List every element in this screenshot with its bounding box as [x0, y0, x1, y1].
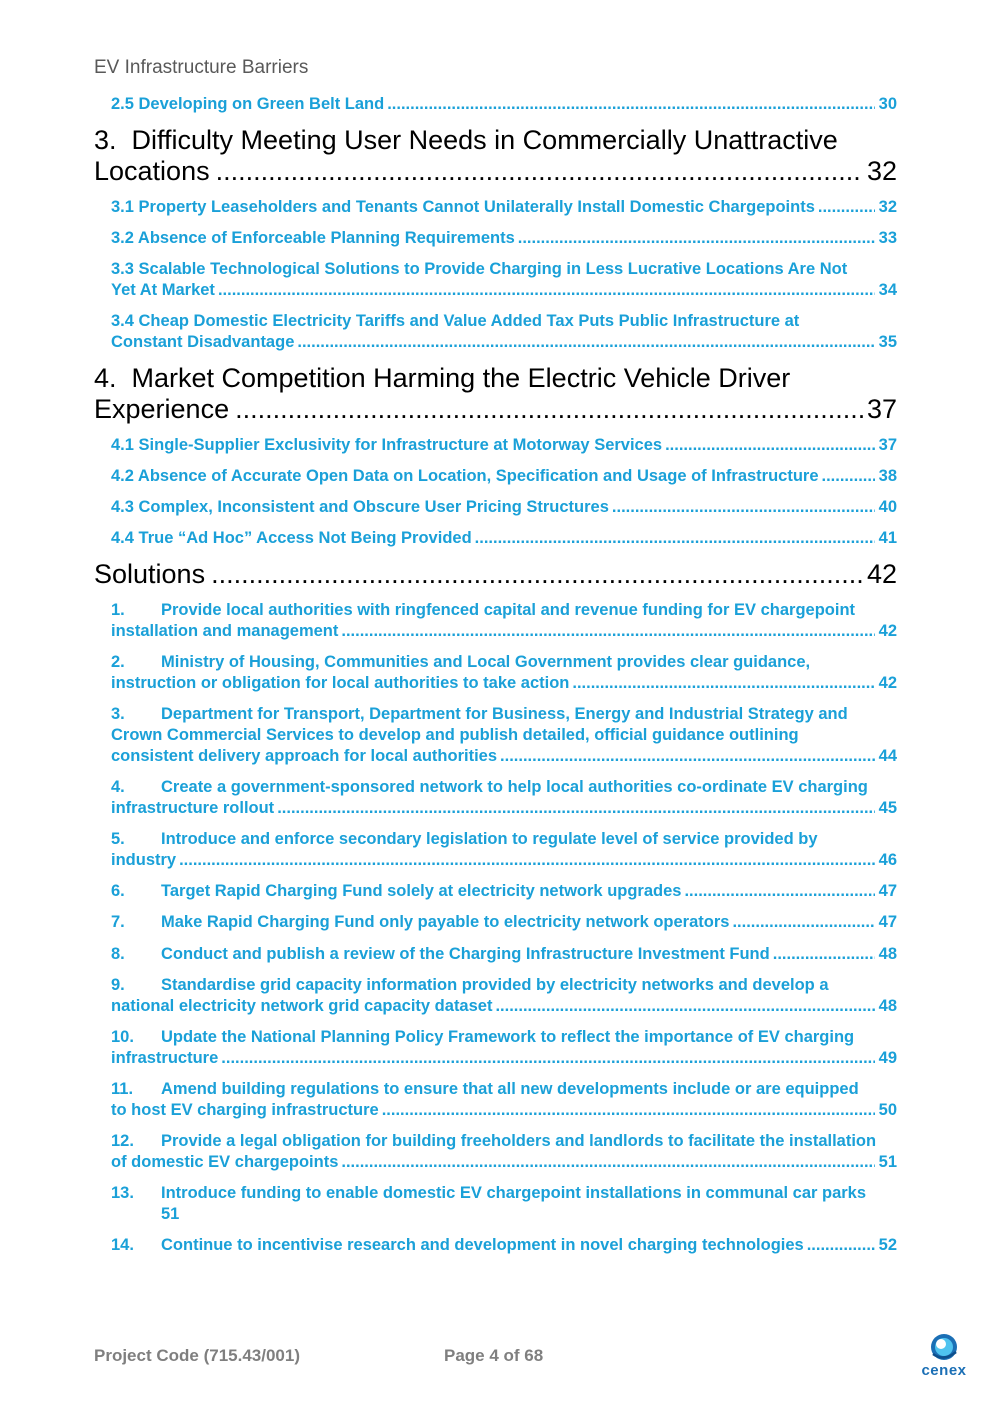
toc-entry-title: 3.1 Property Leaseholders and Tenants Cannot Unilaterally Install Domestic Chargepoints — [111, 198, 815, 216]
toc-entry-title-line1: Standardise grid capacity information provided by electricity networks and develop a — [161, 976, 829, 994]
solution-number: 7. — [111, 913, 125, 931]
leader-dots — [732, 912, 874, 933]
toc-solution-8[interactable] — [111, 944, 897, 965]
solution-number: 13. — [111, 1184, 134, 1202]
toc-page-number: 51 — [161, 1205, 180, 1223]
toc-page-number: 47 — [878, 913, 897, 931]
toc-solution-4[interactable] — [111, 777, 897, 819]
cenex-logo-text: cenex — [921, 1362, 967, 1379]
toc-page-number: 33 — [878, 229, 897, 247]
toc-chapter-title-line2: Experience — [94, 394, 230, 424]
footer-project-code: Project Code (715.43/001) — [94, 1346, 300, 1365]
toc-entry-title: Make Rapid Charging Fund only payable to electricity network operators — [161, 913, 730, 931]
toc-chapter-title-line1: 3. Difficulty Meeting User Needs in Commercially Unattractive — [94, 125, 838, 155]
solution-number: 8. — [111, 945, 125, 963]
toc-page-number: 37 — [866, 394, 897, 424]
toc-entry-title: 4.3 Complex, Inconsistent and Obscure User Pricing Structures — [111, 498, 609, 516]
leader-dots — [235, 394, 863, 425]
toc-entry-title-line2: infrastructure rollout — [111, 799, 275, 817]
toc-entry-title-line1: Provide a legal obligation for building freeholders and landlords to facilitate the installation — [161, 1132, 877, 1150]
leader-dots — [382, 1100, 875, 1121]
toc-entry-title: 2.5 Developing on Green Belt Land — [111, 95, 385, 113]
toc-solution-9[interactable] — [111, 975, 897, 1017]
toc-entry-title-line2: national electricity network grid capacity dataset — [111, 997, 493, 1015]
solution-number: 11. — [111, 1080, 134, 1098]
toc-entry-2-5[interactable] — [111, 94, 897, 115]
toc-entry-3-1[interactable] — [111, 197, 897, 218]
cenex-swirl-icon — [916, 1332, 972, 1364]
footer-page-number: Page 4 of 68 — [444, 1346, 544, 1365]
toc-entry-title: Target Rapid Charging Fund solely at electricity network upgrades — [161, 882, 682, 900]
leader-dots — [221, 1048, 874, 1069]
toc-entry-title-line1: Department for Transport, Department for Business, Energy and Industrial Strategy and — [161, 705, 848, 723]
toc-entry-title-line2: infrastructure — [111, 1049, 219, 1067]
leader-dots — [216, 156, 863, 187]
toc-entry-title: 4.1 Single-Supplier Exclusivity for Infrastructure at Motorway Services — [111, 436, 663, 454]
leader-dots — [773, 944, 875, 965]
toc-solution-3[interactable] — [111, 704, 897, 767]
toc-page-number: 48 — [878, 997, 897, 1015]
leader-dots — [500, 746, 875, 767]
toc-entry-title-line1: Ministry of Housing, Communities and Local Government provides clear guidance, — [161, 653, 811, 671]
toc-entry-3-2[interactable] — [111, 228, 897, 249]
cenex-logo — [916, 1332, 972, 1382]
leader-dots — [572, 673, 874, 694]
toc-entry-title-line1: Provide local authorities with ringfenced capital and revenue funding for EV chargepoint — [161, 601, 856, 619]
toc-page-number: 32 — [866, 156, 897, 186]
toc-page-number: 45 — [878, 799, 897, 817]
solution-number: 10. — [111, 1028, 134, 1046]
toc-entry-title-line1: 3.3 Scalable Technological Solutions to Provide Charging in Less Lucrative Locations Are Not — [111, 260, 848, 278]
leader-dots — [684, 881, 874, 902]
solution-number: 6. — [111, 882, 125, 900]
leader-dots — [665, 435, 875, 456]
toc-entry-title-line1: Update the National Planning Policy Framework to reflect the importance of EV charging — [161, 1028, 855, 1046]
toc-page-number: 51 — [878, 1153, 897, 1171]
solution-number: 14. — [111, 1236, 134, 1254]
toc-solution-1[interactable] — [111, 600, 897, 642]
toc-entry-3-3[interactable] — [111, 259, 897, 301]
solution-number: 1. — [111, 601, 125, 619]
toc-chapter-solutions[interactable] — [94, 559, 897, 590]
toc-entry-title-line3: consistent delivery approach for local authorities — [111, 747, 498, 765]
toc-entry-4-1[interactable] — [111, 435, 897, 456]
leader-dots — [277, 798, 874, 819]
solution-number: 4. — [111, 778, 125, 796]
toc-page-number: 42 — [878, 622, 897, 640]
toc-solution-6[interactable] — [111, 881, 897, 902]
toc-page-number: 46 — [878, 851, 897, 869]
toc-entry-title-line2: of domestic EV chargepoints — [111, 1153, 339, 1171]
toc-entry-title: Continue to incentivise research and development in novel charging technologies — [161, 1236, 804, 1254]
leader-dots — [518, 228, 875, 249]
toc-solution-10[interactable] — [111, 1027, 897, 1069]
toc-entry-title: 4.4 True “Ad Hoc” Access Not Being Provided — [111, 529, 472, 547]
solution-number: 9. — [111, 976, 125, 994]
leader-dots — [818, 197, 875, 218]
toc-chapter-4[interactable] — [94, 363, 897, 425]
toc-page-number: 42 — [878, 674, 897, 692]
toc-entry-title-line1: Introduce funding to enable domestic EV chargepoint installations in communal car parks — [161, 1184, 867, 1202]
toc-page-number: 47 — [878, 882, 897, 900]
toc-entry-4-2[interactable] — [111, 466, 897, 487]
page-header-title: EV Infrastructure Barriers — [94, 57, 309, 78]
toc-page-number: 38 — [878, 467, 897, 485]
leader-dots — [822, 466, 875, 487]
toc-page-number: 37 — [878, 436, 897, 454]
toc-chapter-title: Solutions — [94, 559, 206, 589]
leader-dots — [475, 528, 875, 549]
toc-page-number: 32 — [878, 198, 897, 216]
solution-number: 5. — [111, 830, 125, 848]
toc-entry-4-3[interactable] — [111, 497, 897, 518]
solution-number: 2. — [111, 653, 125, 671]
leader-dots — [297, 332, 874, 353]
toc-page-number: 48 — [878, 945, 897, 963]
toc-solution-13[interactable] — [111, 1183, 897, 1225]
toc-page-number: 34 — [878, 281, 897, 299]
toc-entry-title-line2: industry — [111, 851, 177, 869]
toc-page-number: 41 — [878, 529, 897, 547]
toc-entry-title-line2: Yet At Market — [111, 281, 215, 299]
toc-entry-title-line2: to host EV charging infrastructure — [111, 1101, 379, 1119]
toc-solution-11[interactable] — [111, 1079, 897, 1121]
toc-entry-title-line1: Create a government-sponsored network to help local authorities co-ordinate EV charging — [161, 778, 868, 796]
toc-solution-12[interactable] — [111, 1131, 897, 1173]
toc-entry-title: 4.2 Absence of Accurate Open Data on Location, Specification and Usage of Infrastructure — [111, 467, 819, 485]
toc-solution-2[interactable] — [111, 652, 897, 694]
leader-dots — [807, 1235, 875, 1256]
leader-dots — [341, 1152, 874, 1173]
toc-page-number: 50 — [878, 1101, 897, 1119]
toc-page-number: 35 — [878, 333, 897, 351]
toc-entry-title: 3.2 Absence of Enforceable Planning Requirements — [111, 229, 515, 247]
toc-chapter-title-line1: 4. Market Competition Harming the Electric Vehicle Driver — [94, 363, 791, 393]
solution-number: 12. — [111, 1132, 134, 1150]
leader-dots — [218, 280, 875, 301]
toc-entry-title-line1: Introduce and enforce secondary legislation to regulate level of service provided by — [161, 830, 818, 848]
toc-entry-3-4[interactable] — [111, 311, 897, 353]
leader-dots — [387, 94, 874, 115]
toc-entry-title-line2: instruction or obligation for local authorities to take action — [111, 674, 570, 692]
toc-page-number: 52 — [878, 1236, 897, 1254]
solution-number: 3. — [111, 705, 125, 723]
toc-chapter-title-line2: Locations — [94, 156, 210, 186]
toc-page-number: 30 — [878, 95, 897, 113]
toc-solution-7[interactable] — [111, 912, 897, 933]
toc-solution-5[interactable] — [111, 829, 897, 871]
toc-page-number: 49 — [878, 1049, 897, 1067]
leader-dots — [612, 497, 875, 518]
toc-page-number: 44 — [878, 747, 897, 765]
toc-entry-title-line2: installation and management — [111, 622, 339, 640]
leader-dots — [211, 559, 863, 590]
toc-entry-title-line2: Constant Disadvantage — [111, 333, 295, 351]
leader-dots — [341, 621, 874, 642]
toc-solution-14[interactable] — [111, 1235, 897, 1256]
toc-entry-4-4[interactable] — [111, 528, 897, 549]
leader-dots — [495, 996, 874, 1017]
toc-entry-title-line1: Amend building regulations to ensure that all new developments include or are equipped — [161, 1080, 859, 1098]
toc-entry-title-line2: Crown Commercial Services to develop and publish detailed, official guidance outlining — [111, 726, 799, 744]
toc-entry-title: Conduct and publish a review of the Charging Infrastructure Investment Fund — [161, 945, 770, 963]
toc-page-number: 40 — [878, 498, 897, 516]
toc-entry-title-line1: 3.4 Cheap Domestic Electricity Tariffs and Value Added Tax Puts Public Infrastructure at — [111, 312, 800, 330]
toc-page-number: 42 — [866, 559, 897, 589]
leader-dots — [179, 850, 875, 871]
toc-chapter-3[interactable] — [94, 125, 897, 187]
